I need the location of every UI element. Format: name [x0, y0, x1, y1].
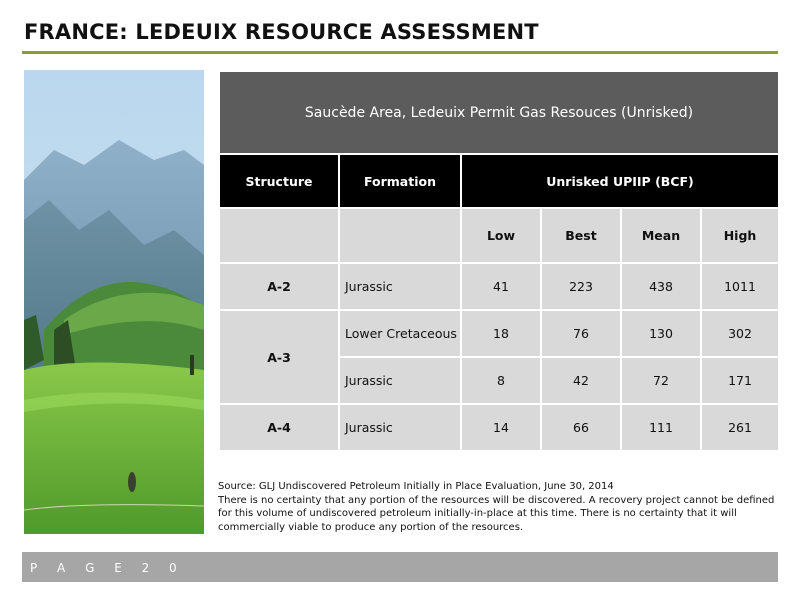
table-row — [219, 310, 779, 357]
disclaimer-note: There is no certainty that any portion of the resources will be discovered. A recovery project cannot be defined for this volume of undiscovered petroleum initially-in-place at this time. There is no certainty that it will commercially viable to produce any portion of the resources. — [218, 494, 775, 533]
mean-cell: 72 — [621, 357, 701, 404]
page-number: P A G E 2 0 — [30, 561, 185, 575]
high-cell: 302 — [701, 310, 779, 357]
best-cell: 42 — [541, 357, 621, 404]
low-cell: 41 — [461, 263, 541, 310]
mean-cell: 438 — [621, 263, 701, 310]
source-note: Source: GLJ Undiscovered Petroleum Initially in Place Evaluation, June 30, 2014 — [218, 481, 614, 492]
low-cell: 14 — [461, 404, 541, 451]
landscape-photo — [24, 70, 204, 534]
best-cell: 66 — [541, 404, 621, 451]
formation-cell: Jurassic — [339, 263, 461, 310]
low-cell: 8 — [461, 357, 541, 404]
formation-cell: Jurassic — [339, 404, 461, 451]
footnotes — [218, 480, 784, 534]
resources-table-container — [218, 70, 778, 452]
table-row — [219, 263, 779, 310]
header-formation: Formation — [339, 154, 461, 208]
table-row — [219, 404, 779, 451]
formation-cell: Lower Cretaceous — [339, 310, 461, 357]
header-structure: Structure — [219, 154, 339, 208]
mean-cell: 130 — [621, 310, 701, 357]
subheader-blank — [219, 208, 339, 263]
gas-resources-table — [218, 70, 780, 452]
mean-cell: 111 — [621, 404, 701, 451]
high-cell: 171 — [701, 357, 779, 404]
high-cell: 1011 — [701, 263, 779, 310]
subheader-low: Low — [461, 208, 541, 263]
best-cell: 76 — [541, 310, 621, 357]
header-upiip: Unrisked UPIIP (BCF) — [461, 154, 779, 208]
page-title: FRANCE: LEDEUIX RESOURCE ASSESSMENT — [24, 20, 539, 44]
formation-cell: Jurassic — [339, 357, 461, 404]
structure-cell: A-2 — [219, 263, 339, 310]
structure-cell: A-4 — [219, 404, 339, 451]
low-cell: 18 — [461, 310, 541, 357]
page-footer — [22, 552, 778, 582]
best-cell: 223 — [541, 263, 621, 310]
title-divider — [22, 51, 778, 54]
high-cell: 261 — [701, 404, 779, 451]
subheader-best: Best — [541, 208, 621, 263]
subheader-high: High — [701, 208, 779, 263]
structure-cell: A-3 — [219, 310, 339, 404]
subheader-blank — [339, 208, 461, 263]
subheader-mean: Mean — [621, 208, 701, 263]
table-caption: Saucède Area, Ledeuix Permit Gas Resouces (Unrisked) — [219, 71, 779, 154]
